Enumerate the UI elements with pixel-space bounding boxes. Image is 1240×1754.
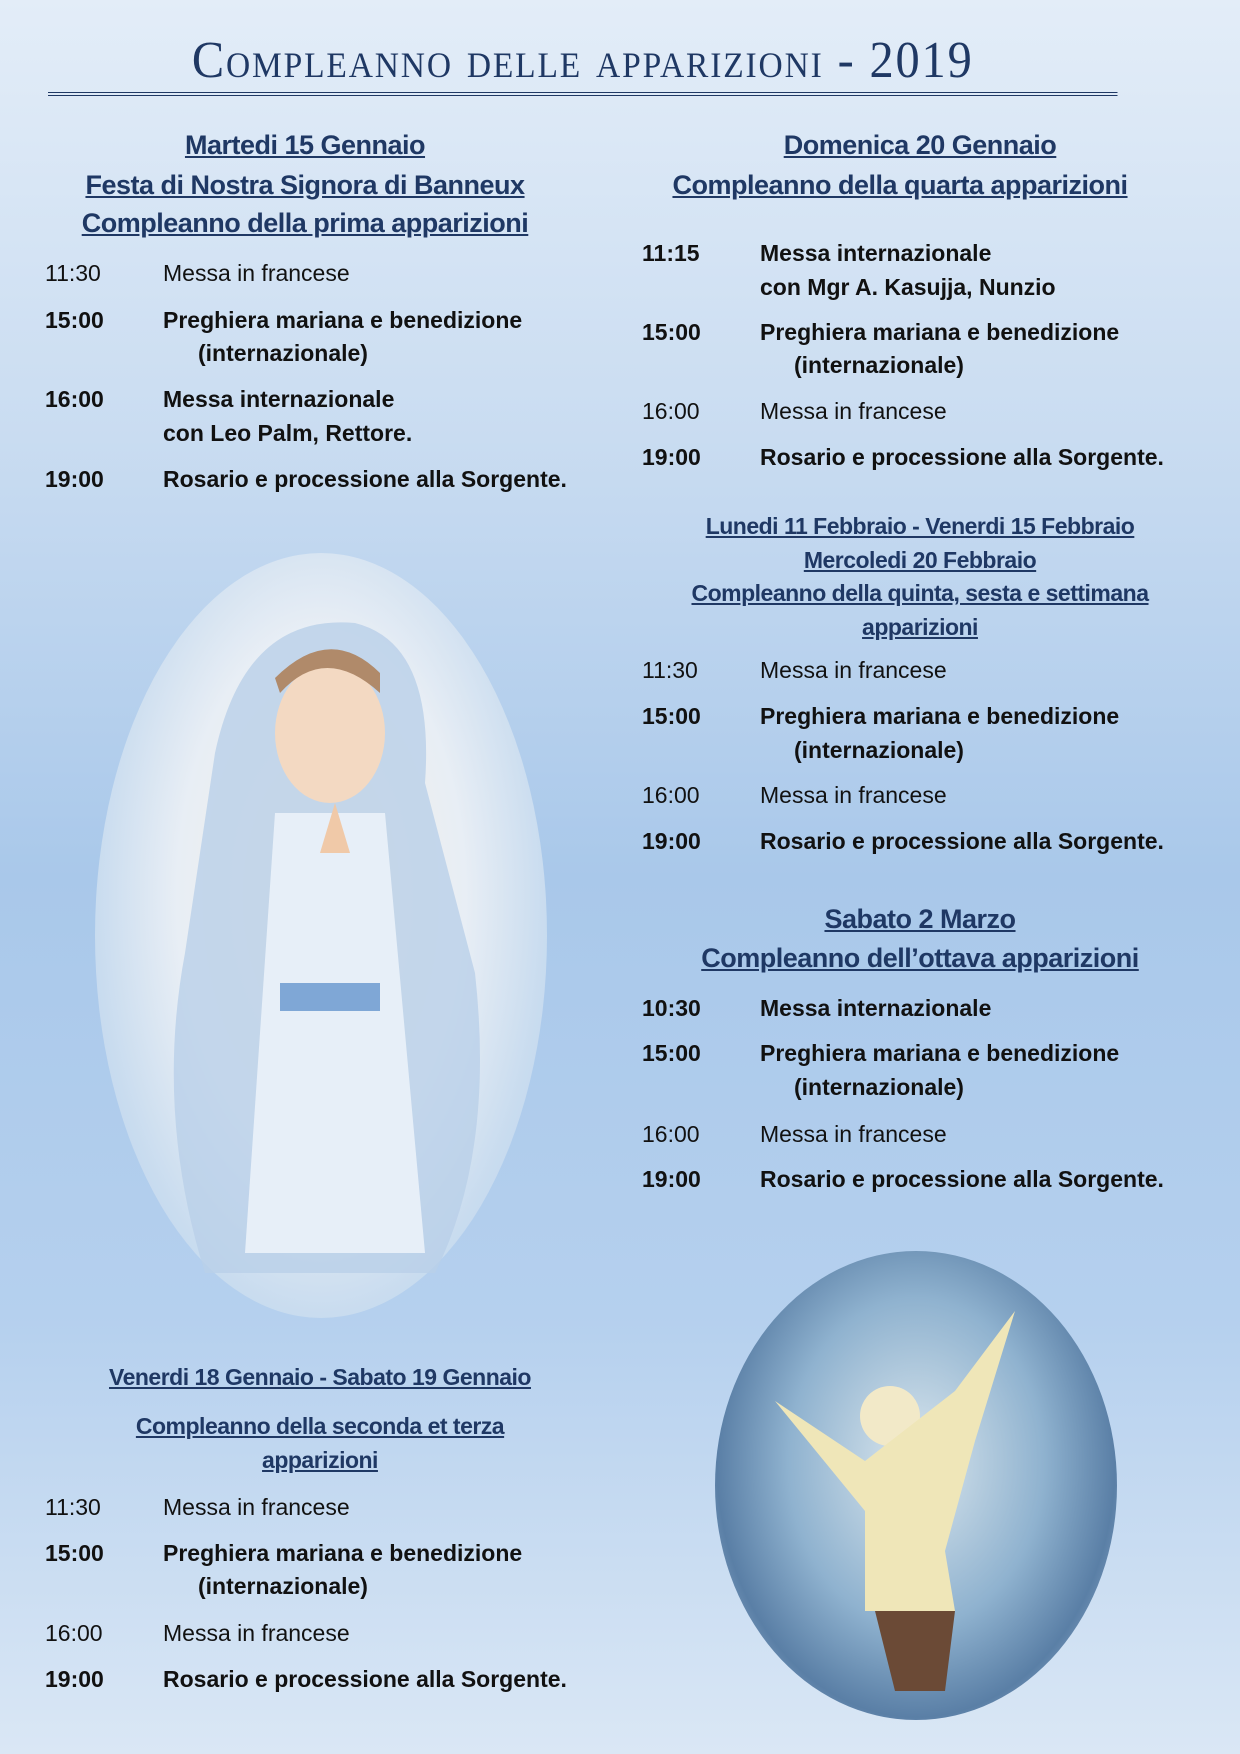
- event: Preghiera mariana e benedizione: [163, 1540, 523, 1566]
- time: 16:00: [45, 1620, 103, 1646]
- kneeling-child-icon: [715, 1251, 1117, 1720]
- event-note: (internazionale): [794, 1074, 964, 1100]
- event: Messa in francese: [760, 657, 947, 683]
- section-heading: Compleanno della seconda et terza: [135, 1413, 505, 1439]
- section-heading: apparizioni: [862, 614, 978, 640]
- mariette-illustration: [715, 1251, 1117, 1720]
- section-heading: Compleanno dell’ottava apparizioni: [701, 943, 1139, 973]
- event: Rosario e processione alla Sorgente.: [760, 1166, 1164, 1192]
- section-heading: Lunedi 11 Febbraio - Venerdi 15 Febbraio: [705, 513, 1135, 539]
- event: Rosario e processione alla Sorgente.: [163, 466, 567, 492]
- section-heading: Compleanno della quinta, sesta e settimana: [691, 580, 1149, 606]
- section-heading: Sabato 2 Marzo: [824, 904, 1016, 934]
- madonna-illustration: [95, 553, 547, 1318]
- praying-virgin-icon: [95, 553, 547, 1318]
- section-heading: Mercoledi 20 Febbraio: [803, 547, 1037, 573]
- time: 15:00: [45, 1540, 104, 1566]
- time: 19:00: [45, 466, 104, 492]
- section-heading: Compleanno della prima apparizioni: [81, 208, 529, 238]
- time: 15:00: [642, 319, 701, 345]
- event: Messa in francese: [760, 782, 947, 808]
- event: Rosario e processione alla Sorgente.: [760, 444, 1164, 470]
- event: Messa in francese: [760, 1121, 947, 1147]
- time: 15:00: [642, 703, 701, 729]
- time: 11:30: [45, 1494, 101, 1520]
- event: Messa internazionale: [760, 240, 992, 266]
- time: 11:30: [642, 657, 698, 683]
- event: Preghiera mariana e benedizione: [760, 319, 1120, 345]
- event-note: (internazionale): [794, 737, 964, 763]
- time: 16:00: [642, 398, 700, 424]
- event: Preghiera mariana e benedizione: [760, 1040, 1120, 1066]
- event: Messa in francese: [163, 260, 350, 286]
- event-note: con Leo Palm, Rettore.: [163, 420, 413, 446]
- event: Messa in francese: [760, 398, 947, 424]
- time: 16:00: [45, 386, 104, 412]
- event: Messa internazionale: [760, 995, 992, 1021]
- page-title: Compleanno delle apparizioni - 2019: [48, 30, 1118, 96]
- time: 11:30: [45, 260, 101, 286]
- event: Rosario e processione alla Sorgente.: [163, 1666, 567, 1692]
- event-note: con Mgr A. Kasujja, Nunzio: [760, 274, 1056, 300]
- event: Preghiera mariana e benedizione: [163, 307, 523, 333]
- event: Messa in francese: [163, 1494, 350, 1520]
- section-heading: Compleanno della quarta apparizioni: [672, 170, 1128, 200]
- event-note: (internazionale): [198, 340, 368, 366]
- event-note: (internazionale): [198, 1573, 368, 1599]
- section-heading: Venerdi 18 Gennaio - Sabato 19 Gennaio: [109, 1364, 531, 1390]
- time: 15:00: [45, 307, 104, 333]
- event-note: (internazionale): [794, 352, 964, 378]
- time: 19:00: [45, 1666, 104, 1692]
- section-heading: Festa di Nostra Signora di Banneux: [85, 170, 525, 200]
- time: 19:00: [642, 1166, 701, 1192]
- time: 10:30: [642, 995, 701, 1021]
- time: 19:00: [642, 444, 701, 470]
- event: Preghiera mariana e benedizione: [760, 703, 1120, 729]
- time: 19:00: [642, 828, 701, 854]
- time: 16:00: [642, 782, 700, 808]
- section-heading: Martedi 15 Gennaio: [184, 130, 426, 160]
- event: Messa in francese: [163, 1620, 350, 1646]
- time: 16:00: [642, 1121, 700, 1147]
- section-heading: apparizioni: [262, 1447, 378, 1473]
- event: Rosario e processione alla Sorgente.: [760, 828, 1164, 854]
- time: 11:15: [642, 240, 700, 266]
- event: Messa internazionale: [163, 386, 395, 412]
- time: 15:00: [642, 1040, 701, 1066]
- section-heading: Domenica 20 Gennaio: [783, 130, 1057, 160]
